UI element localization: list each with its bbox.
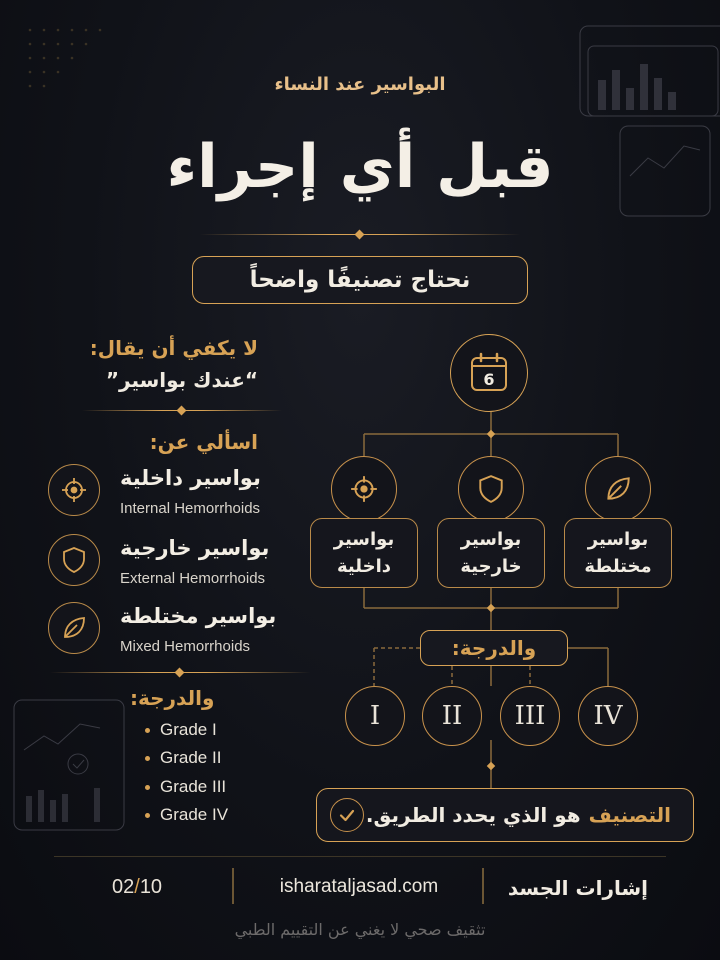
type-box-external: بواسير خارجية — [437, 518, 545, 588]
mixed-hemorrhoids-ar: بواسير مختلطة — [120, 604, 277, 628]
page-title: قبل أي إجراء — [166, 132, 554, 202]
internal-hemorrhoids-en: Internal Hemorrhoids — [120, 500, 261, 517]
brand-name: إشارات الجسد — [507, 876, 648, 900]
internal-hemorrhoids-ar: بواسير داخلية — [120, 466, 261, 490]
footer-separator — [482, 868, 484, 904]
page-total: 10 — [139, 876, 163, 898]
page-current: 02 — [112, 876, 135, 898]
quote-text: “عندك بواسير” — [105, 368, 258, 392]
shield-icon — [458, 456, 524, 522]
footer-separator — [232, 868, 234, 904]
grade-heading: والدرجة: — [130, 686, 215, 710]
grade-list-item: Grade IV — [145, 805, 228, 825]
grade-list-item: Grade I — [145, 720, 217, 740]
need-classification-pill: نحتاج تصنيفًا واضحاً — [192, 256, 528, 304]
disclaimer: تثقيف صحي لا يغني عن التقييم الطبي — [234, 920, 486, 939]
grade-list-item: Grade III — [145, 777, 226, 797]
external-hemorrhoids-ar: بواسير خارجية — [120, 536, 270, 560]
site-url[interactable]: isharataljasad.com — [279, 876, 439, 897]
calendar-icon — [450, 334, 528, 412]
conclusion-box — [316, 788, 694, 842]
footer-divider — [54, 856, 666, 857]
type-box-internal: بواسير داخلية — [310, 518, 418, 588]
page-indicator: 02/10 — [112, 876, 163, 898]
crosshair-icon — [331, 456, 397, 522]
conclusion-highlight: التصنيف — [588, 803, 671, 827]
grade-circle-4: IV — [578, 686, 638, 746]
not-enough-heading: لا يكفي أن يقال: — [89, 336, 258, 360]
type-box-mixed: بواسير مختلطة — [564, 518, 672, 588]
grade-circle-3: III — [500, 686, 560, 746]
conclusion-rest: هو الذي يحدد الطريق. — [365, 803, 581, 827]
calendar-number: 6 — [483, 370, 495, 389]
grade-circle-1: I — [345, 686, 405, 746]
ask-about-heading: اسألي عن: — [149, 430, 258, 454]
check-icon — [330, 798, 364, 832]
mixed-hemorrhoids-en: Mixed Hemorrhoids — [120, 638, 251, 655]
leaf-icon — [585, 456, 651, 522]
external-hemorrhoids-en: External Hemorrhoids — [120, 570, 266, 587]
subtitle: البواسير عند النساء — [274, 74, 446, 95]
degree-pill: والدرجة: — [420, 630, 568, 666]
grade-circle-2: II — [422, 686, 482, 746]
grade-list-item: Grade II — [145, 748, 221, 768]
